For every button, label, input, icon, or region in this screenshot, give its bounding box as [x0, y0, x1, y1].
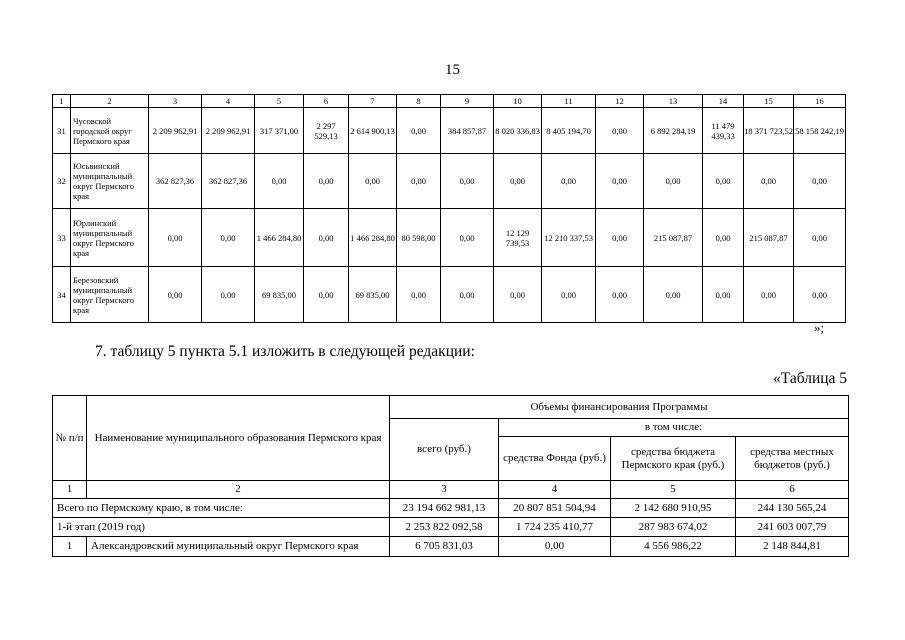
table-cell: 384 857,87	[441, 108, 494, 154]
table-cell: 215 087,87	[644, 209, 703, 267]
header-fund: средства Фонда (руб.)	[499, 437, 611, 481]
table-cell: 2 614 900,13	[349, 108, 397, 154]
table-cell: 2 297 529,13	[304, 108, 349, 154]
municipality-name: Юрлинский муниципальный округ Пермского края	[71, 209, 149, 267]
table-cell: 0,00	[794, 154, 846, 209]
table-cell: 1 466 284,80	[255, 209, 304, 267]
col-number: 1	[53, 481, 87, 499]
column-number-row	[53, 95, 846, 108]
table-row	[53, 154, 846, 209]
table-cell: 8 020 336,83	[494, 108, 542, 154]
col-number: 4	[499, 481, 611, 499]
row-total: 6 705 831,03	[390, 537, 499, 557]
row-fund: 0,00	[499, 537, 611, 557]
total-row-total: 23 194 662 981,13	[390, 499, 499, 518]
table-cell: 0,00	[703, 267, 744, 323]
row-name: Александровский муниципальный округ Пермского края	[87, 537, 390, 557]
column-number: 13	[644, 95, 703, 108]
table-cell: 0,00	[703, 154, 744, 209]
table-cell: 0,00	[596, 154, 644, 209]
row-budget: 4 556 986,22	[611, 537, 736, 557]
total-row-budget: 2 142 680 910,95	[611, 499, 736, 518]
total-row-fund: 20 807 851 504,94	[499, 499, 611, 518]
table-cell: 0,00	[304, 154, 349, 209]
table-cell: 12 129 739,53	[494, 209, 542, 267]
header-num: № п/п	[53, 396, 87, 481]
table-cell: 69 835,00	[255, 267, 304, 323]
column-number: 10	[494, 95, 542, 108]
header-including: в том числе:	[499, 419, 849, 437]
column-number: 8	[397, 95, 441, 108]
table-cell: 0,00	[794, 267, 846, 323]
table-caption: «Таблица 5	[773, 370, 848, 387]
table-cell: 0,00	[494, 267, 542, 323]
column-number: 16	[794, 95, 846, 108]
table-cell: 0,00	[397, 108, 441, 154]
total-row	[53, 499, 849, 518]
amendment-paragraph: 7. таблицу 5 пункта 5.1 изложить в следующей редакции:	[95, 343, 475, 360]
table-cell: 0,00	[542, 267, 596, 323]
table-cell: 0,00	[441, 209, 494, 267]
column-number: 9	[441, 95, 494, 108]
header-volumes: Объемы финансирования Программы	[390, 396, 849, 419]
table-cell: 0,00	[744, 154, 794, 209]
page-number: 15	[445, 62, 460, 78]
table-cell: 0,00	[397, 154, 441, 209]
row-number: 33	[53, 209, 71, 267]
total-row-local: 244 130 565,24	[736, 499, 849, 518]
col-number: 3	[390, 481, 499, 499]
table-cell: 0,00	[202, 209, 255, 267]
table-cell: 0,00	[596, 108, 644, 154]
table-cell: 1 466 284,80	[349, 209, 397, 267]
table-row	[53, 209, 846, 267]
table-cell: 362 827,36	[202, 154, 255, 209]
table-cell: 0,00	[542, 154, 596, 209]
row-number: 31	[53, 108, 71, 154]
stage-row-total: 2 253 822 092,58	[390, 518, 499, 537]
column-number: 15	[744, 95, 794, 108]
header-budget: средства бюджета Пермского края (руб.)	[611, 437, 736, 481]
table-cell: 0,00	[304, 209, 349, 267]
table-cell: 0,00	[644, 267, 703, 323]
table-cell: 0,00	[441, 267, 494, 323]
table-cell: 0,00	[149, 209, 202, 267]
column-number: 3	[149, 95, 202, 108]
total-row-label: Всего по Пермскому краю, в том числе:	[53, 499, 390, 518]
column-number: 4	[202, 95, 255, 108]
column-number: 12	[596, 95, 644, 108]
col-number: 6	[736, 481, 849, 499]
municipality-name: Чусовской городской округ Пермского края	[71, 108, 149, 154]
table-row	[53, 267, 846, 323]
table-cell: 0,00	[202, 267, 255, 323]
table-cell: 8 405 194,70	[542, 108, 596, 154]
table-5	[52, 395, 849, 557]
table-cell: 0,00	[596, 267, 644, 323]
table-cell: 6 892 284,19	[644, 108, 703, 154]
column-number: 11	[542, 95, 596, 108]
table-cell: 0,00	[596, 209, 644, 267]
column-number: 2	[71, 95, 149, 108]
table-cell: 0,00	[703, 209, 744, 267]
municipality-name: Юсьвинский муниципальный округ Пермского края	[71, 154, 149, 209]
header-local: средства местных бюджетов (руб.)	[736, 437, 849, 481]
header-total: всего (руб.)	[390, 419, 499, 481]
stage-row-label: 1-й этап (2019 год)	[53, 518, 390, 537]
table-cell: 0,00	[494, 154, 542, 209]
stage-row-fund: 1 724 235 410,77	[499, 518, 611, 537]
closing-quote: »;	[814, 320, 825, 335]
column-number: 7	[349, 95, 397, 108]
table-cell: 2 209 962,91	[202, 108, 255, 154]
table-cell: 0,00	[349, 154, 397, 209]
table-cell: 12 210 337,53	[542, 209, 596, 267]
column-number: 6	[304, 95, 349, 108]
table-row	[53, 108, 846, 154]
table-cell: 80 598,00	[397, 209, 441, 267]
table-cell: 58 158 242,19	[794, 108, 846, 154]
table-cell: 0,00	[397, 267, 441, 323]
table-cell: 69 835,00	[349, 267, 397, 323]
table-cell: 0,00	[149, 267, 202, 323]
stage-row	[53, 518, 849, 537]
stage-row-local: 241 603 007,79	[736, 518, 849, 537]
col-number: 2	[87, 481, 390, 499]
column-number: 14	[703, 95, 744, 108]
col-number: 5	[611, 481, 736, 499]
stage-row-budget: 287 983 674,02	[611, 518, 736, 537]
table-cell: 2 209 962,91	[149, 108, 202, 154]
table-cell: 0,00	[255, 154, 304, 209]
table-cell: 18 371 723,52	[744, 108, 794, 154]
header-name: Наименование муниципального образования Пермского края	[87, 396, 390, 481]
municipality-name: Березовский муниципальный округ Пермского края	[71, 267, 149, 323]
table-cell: 11 479 439,33	[703, 108, 744, 154]
table-cell: 0,00	[644, 154, 703, 209]
table-cell: 0,00	[304, 267, 349, 323]
table-cell: 0,00	[794, 209, 846, 267]
table-cell: 0,00	[744, 267, 794, 323]
continued-table	[52, 94, 846, 323]
row-num: 1	[53, 537, 87, 557]
table-cell: 317 371,00	[255, 108, 304, 154]
row-local: 2 148 844,81	[736, 537, 849, 557]
table-cell: 215 087,87	[744, 209, 794, 267]
table-cell: 362 827,36	[149, 154, 202, 209]
row-number: 34	[53, 267, 71, 323]
column-number: 1	[53, 95, 71, 108]
column-number: 5	[255, 95, 304, 108]
table-cell: 0,00	[441, 154, 494, 209]
row-number: 32	[53, 154, 71, 209]
table-row	[53, 537, 849, 557]
